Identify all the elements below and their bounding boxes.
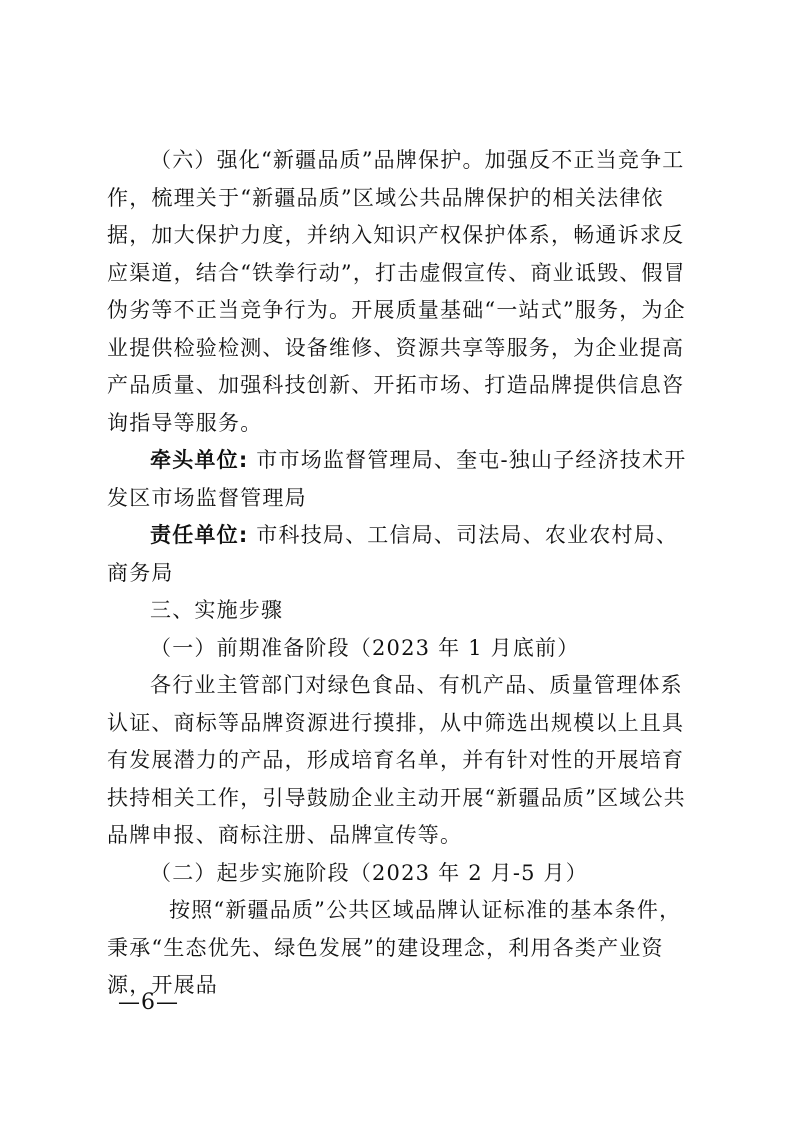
phase-1-title: （一）前期准备阶段（2023 年 1 月底前）	[150, 635, 580, 660]
phase-1-body: 各行业主管部门对绿色食品、有机产品、质量管理体系认证、商标等品牌资源进行摸排，从中筛选出规模以上且具有发展潜力的产品，形成培育名单，并有针对性的开展培育扶持相关工作，引导鼓励企业主动开展“新疆品质”区域公共品牌申报、商标注册、品牌宣传等。	[107, 673, 686, 847]
responsible-unit-label: 责任单位	[150, 523, 239, 547]
lead-unit-label: 牵头单位	[150, 448, 239, 472]
lead-unit-colon: :	[238, 448, 249, 472]
page-number: —6—	[118, 990, 179, 1015]
section-6-heading: （六）强化“新疆品质”品牌保护。	[150, 148, 485, 172]
section-6-paragraph	[107, 142, 699, 442]
phase-2-title: （二）起步实施阶段（2023 年 2 月-5 月）	[150, 860, 588, 885]
lead-unit-value: 市市场监督管理局、奎屯-独山子经济技术开发区市场监督管理局	[107, 448, 687, 510]
responsible-unit-value: 市科技局、工信局、司法局、农业农村局、商务局	[107, 523, 679, 585]
section-6-body: 加强反不正当竞争工作，梳理关于“新疆品质”区域公共品牌保护的相关法律依据，加大保护力度，并纳入知识产权保护体系，畅通诉求反应渠道，结合“铁拳行动”，打击虚假宣传、商业诋毁、假冒伪劣等不正当竞争行为。开展质量基础“一站式”服务，为企业提供检验检测、设备维修、资源共享等服务，为企业提高产品质量、加强科技创新、开拓市场、打造品牌提供信息咨询指导等服务。	[107, 148, 686, 435]
responsible-unit-paragraph	[107, 517, 699, 592]
lead-unit-paragraph	[107, 442, 699, 517]
phase-2-body: 按照“新疆品质”公共区域品牌认证标准的基本条件，秉承“生态优先、绿色发展”的建设理念，利用各类产业资源，开展品	[107, 898, 682, 997]
section-3-title: 三、实施步骤	[150, 598, 284, 622]
responsible-unit-colon: :	[238, 523, 249, 547]
document-body	[107, 142, 699, 1005]
